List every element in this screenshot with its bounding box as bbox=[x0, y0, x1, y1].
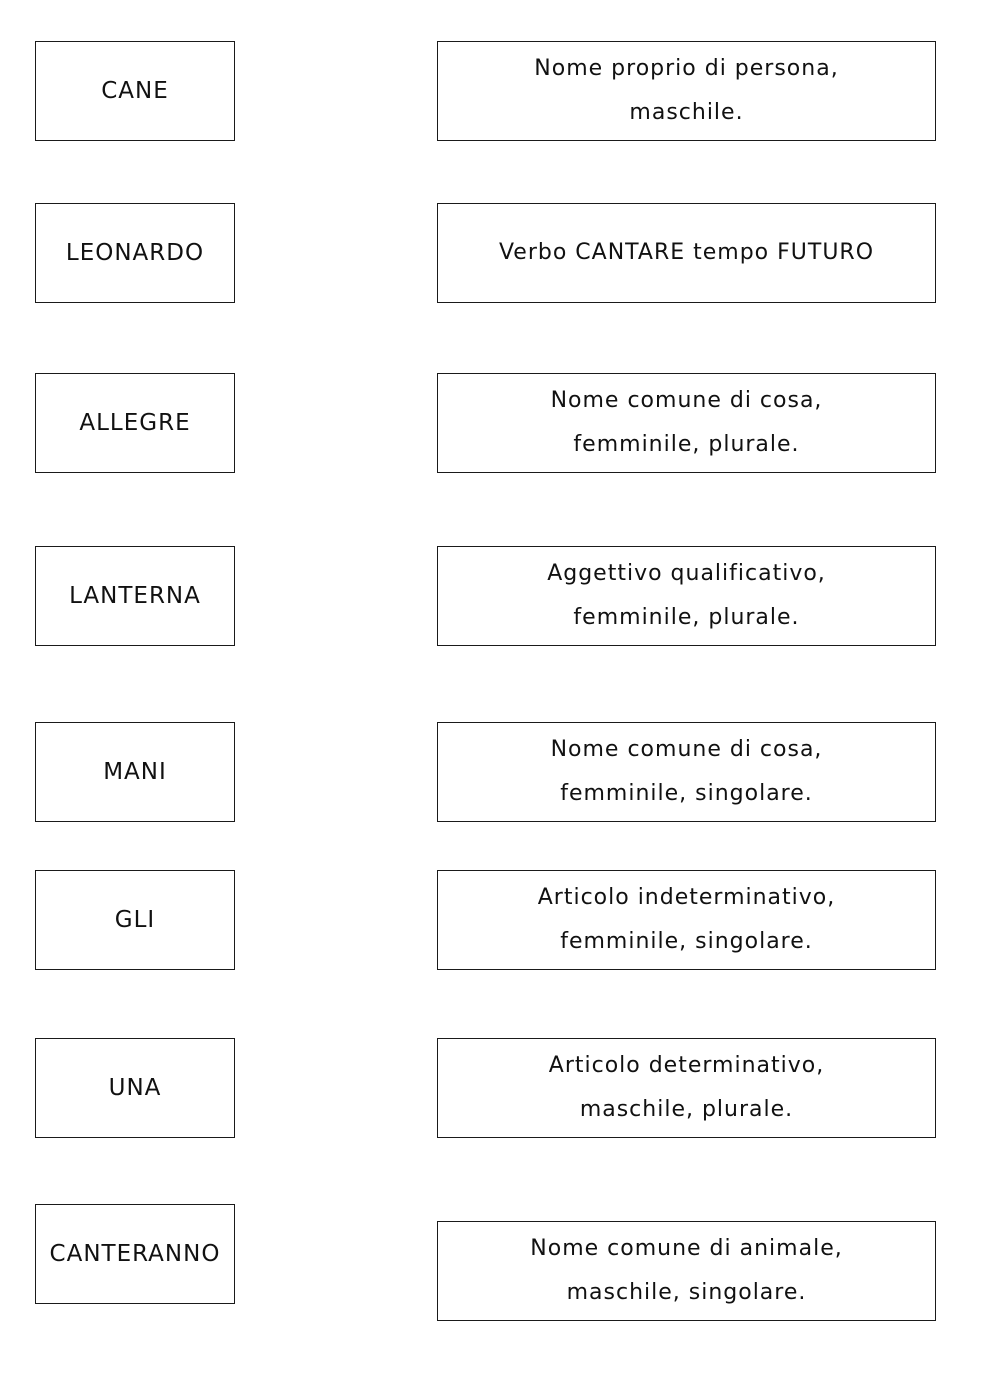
word-label: UNA bbox=[108, 1075, 162, 1101]
description-line: Verbo CANTARE tempo FUTURO bbox=[498, 240, 875, 265]
word-card[interactable] bbox=[35, 41, 235, 141]
description-card[interactable] bbox=[437, 203, 936, 303]
description-line: femminile, plurale. bbox=[573, 605, 800, 630]
description-card[interactable] bbox=[437, 1221, 936, 1321]
word-label: GLI bbox=[114, 907, 156, 933]
description-line: Articolo indeterminativo, bbox=[537, 885, 836, 910]
description-line: Nome comune di animale, bbox=[530, 1236, 843, 1261]
word-label: MANI bbox=[103, 759, 167, 785]
description-card[interactable] bbox=[437, 722, 936, 822]
word-label: LANTERNA bbox=[69, 583, 201, 609]
description-card[interactable] bbox=[437, 1038, 936, 1138]
description-line: Nome comune di cosa, bbox=[550, 388, 823, 413]
description-line: femminile, plurale. bbox=[573, 432, 800, 457]
word-card[interactable] bbox=[35, 1038, 235, 1138]
description-line: femminile, singolare. bbox=[560, 781, 813, 806]
description-line: Nome proprio di persona, bbox=[534, 56, 839, 81]
description-line: Nome comune di cosa, bbox=[550, 737, 823, 762]
word-card[interactable] bbox=[35, 546, 235, 646]
description-line: Articolo determinativo, bbox=[548, 1053, 825, 1078]
word-label: ALLEGRE bbox=[79, 410, 191, 436]
word-label: LEONARDO bbox=[65, 240, 205, 266]
description-line: maschile, singolare. bbox=[566, 1280, 807, 1305]
description-line: Aggettivo qualificativo, bbox=[547, 561, 826, 586]
word-card[interactable] bbox=[35, 722, 235, 822]
word-card[interactable] bbox=[35, 870, 235, 970]
description-card[interactable] bbox=[437, 373, 936, 473]
description-line: maschile, plurale. bbox=[579, 1097, 794, 1122]
description-card[interactable] bbox=[437, 870, 936, 970]
word-card[interactable] bbox=[35, 1204, 235, 1304]
description-line: femminile, singolare. bbox=[560, 929, 813, 954]
word-label: CANE bbox=[101, 78, 169, 104]
word-card[interactable] bbox=[35, 373, 235, 473]
description-card[interactable] bbox=[437, 41, 936, 141]
description-card[interactable] bbox=[437, 546, 936, 646]
word-label: CANTERANNO bbox=[49, 1241, 221, 1267]
word-card[interactable] bbox=[35, 203, 235, 303]
description-line: maschile. bbox=[629, 100, 744, 125]
